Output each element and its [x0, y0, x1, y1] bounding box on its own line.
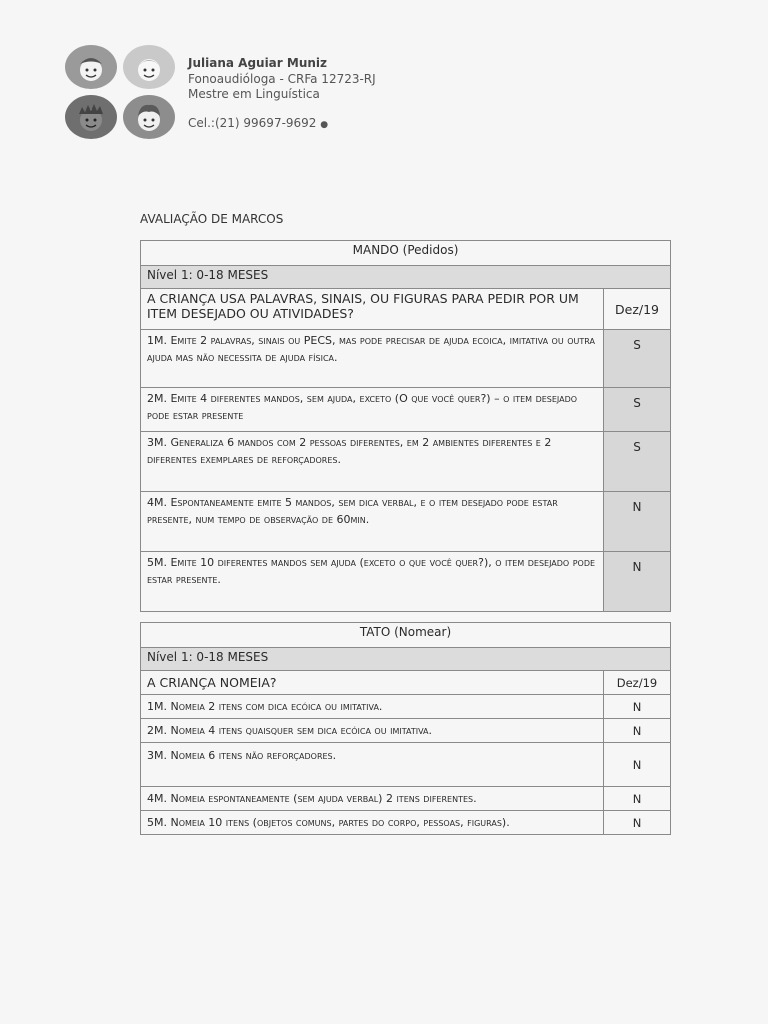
mando-item-1: 1M. Emite 2 palavras, sinais ou PECS, mas pode precisar de ajuda ecoica, imitativa ou outra ajuda mas não necessita de ajuda física. — [141, 330, 604, 388]
tato-item-5: 5M. Nomeia 10 itens (objetos comuns, partes do corpo, pessoas, figuras). — [141, 811, 604, 835]
mando-score-5: N — [604, 552, 671, 612]
professional-role: Fonoaudióloga - CRFa 12723-RJ — [188, 72, 376, 86]
tato-item-1: 1M. Nomeia 2 itens com dica ecóica ou imitativa. — [141, 695, 604, 719]
tato-score-5: N — [604, 811, 671, 835]
whatsapp-icon: ● — [320, 120, 329, 130]
mando-level: Nível 1: 0-18 MESES — [141, 266, 671, 289]
section-title: AVALIAÇÃO DE MARCOS — [140, 212, 284, 226]
tato-table — [140, 622, 671, 835]
tato-score-4: N — [604, 787, 671, 811]
tato-date: Dez/19 — [604, 671, 671, 695]
children-faces-logo — [64, 44, 178, 140]
tato-score-1: N — [604, 695, 671, 719]
tato-score-2: N — [604, 719, 671, 743]
tato-item-4: 4M. Nomeia espontaneamente (sem ajuda verbal) 2 itens diferentes. — [141, 787, 604, 811]
mando-table — [140, 240, 671, 612]
mando-item-2: 2M. Emite 4 diferentes mandos, sem ajuda, exceto (O que você quer?) – o item desejado pode estar presente — [141, 388, 604, 432]
mando-item-3: 3M. Generaliza 6 mandos com 2 pessoas diferentes, em 2 ambientes diferentes e 2 diferentes exemplares de reforçadores. — [141, 432, 604, 492]
mando-score-2: S — [604, 388, 671, 432]
mando-date: Dez/19 — [604, 289, 671, 330]
tato-title: TATO (Nomear) — [141, 623, 671, 648]
mando-question: A CRIANÇA USA PALAVRAS, SINAIS, OU FIGURAS PARA PEDIR POR UM ITEM DESEJADO OU ATIVIDADES? — [141, 289, 604, 330]
letterhead — [64, 44, 394, 144]
mando-title: MANDO (Pedidos) — [141, 241, 671, 266]
tato-item-2: 2M. Nomeia 4 itens quaisquer sem dica ecóica ou imitativa. — [141, 719, 604, 743]
tato-score-3: N — [604, 743, 671, 787]
professional-name: Juliana Aguiar Muniz — [188, 56, 328, 70]
professional-degree: Mestre em Linguística — [188, 87, 320, 101]
tato-item-3: 3M. Nomeia 6 itens não reforçadores. — [141, 743, 604, 787]
tato-question: A CRIANÇA NOMEIA? — [141, 671, 604, 695]
contact-info — [188, 56, 376, 130]
mando-score-1: S — [604, 330, 671, 388]
mando-item-5: 5M. Emite 10 diferentes mandos sem ajuda (exceto o que você quer?), o item desejado pode estar presente. — [141, 552, 604, 612]
mando-score-3: S — [604, 432, 671, 492]
mando-score-4: N — [604, 492, 671, 552]
phone-number: Cel.:(21) 99697-9692 ● — [188, 116, 329, 130]
tato-level: Nível 1: 0-18 MESES — [141, 648, 671, 671]
mando-item-4: 4M. Espontaneamente emite 5 mandos, sem dica verbal, e o item desejado pode estar presente, num tempo de observação de 60min. — [141, 492, 604, 552]
